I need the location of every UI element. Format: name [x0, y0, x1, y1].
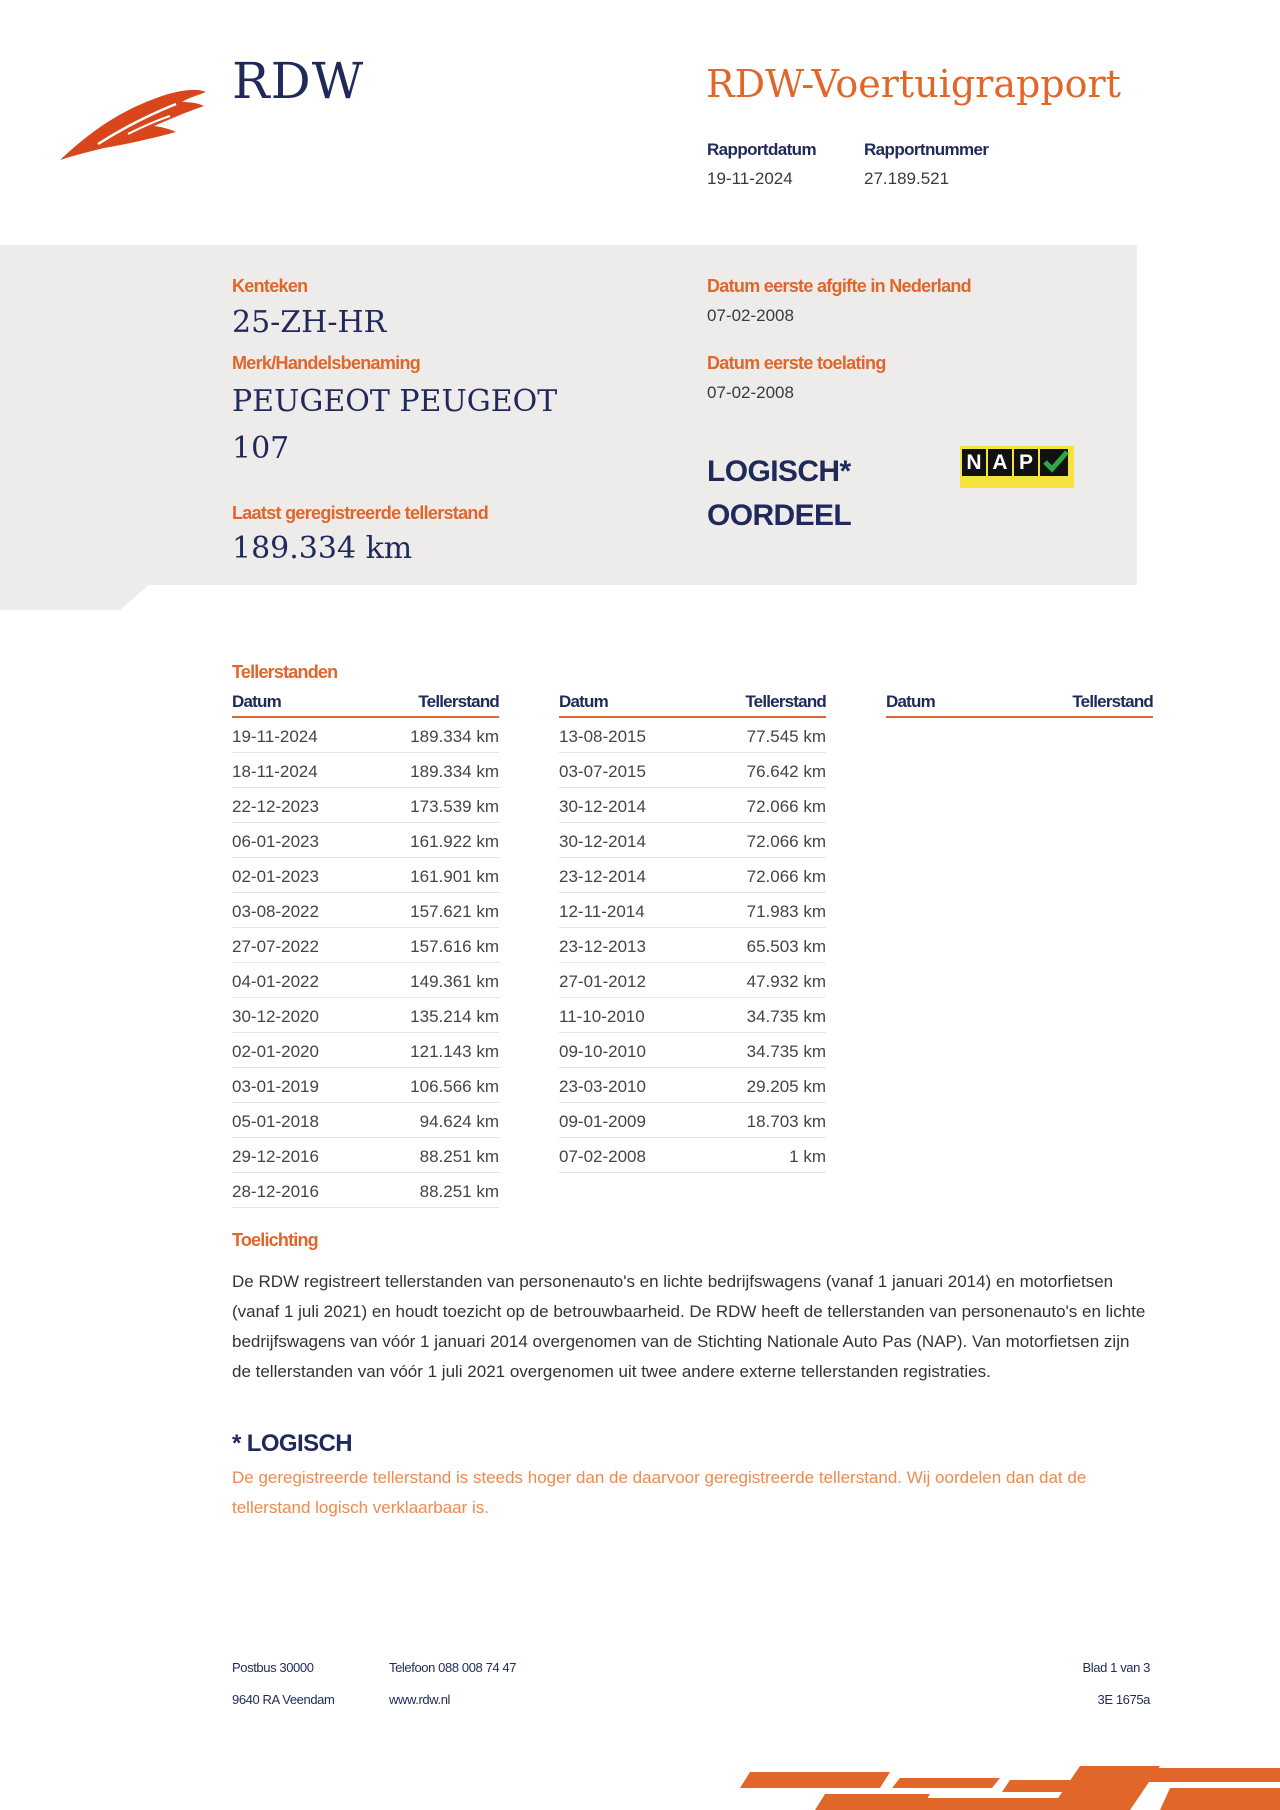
table-row	[232, 1103, 499, 1138]
row-value: 65.503 km	[746, 937, 826, 956]
header-date: Datum	[232, 692, 281, 711]
row-value: 121.143 km	[410, 1042, 499, 1061]
table-row	[232, 858, 499, 893]
footer-address: 9640 RA Veendam	[232, 1692, 335, 1707]
row-date: 09-01-2009	[559, 1112, 646, 1131]
footer-stripes-icon	[730, 1758, 1280, 1810]
header-value: Tellerstand	[1072, 692, 1153, 711]
row-date: 03-07-2015	[559, 762, 646, 781]
odometer-header	[886, 690, 1153, 718]
row-date: 09-10-2010	[559, 1042, 646, 1061]
footer-web[interactable]: www.rdw.nl	[389, 1692, 451, 1707]
verdict-line1: LOGISCH*	[707, 455, 851, 488]
row-date: 03-08-2022	[232, 902, 319, 921]
row-date: 13-08-2015	[559, 727, 646, 746]
row-value: 18.703 km	[746, 1112, 826, 1131]
row-date: 12-11-2014	[559, 902, 645, 921]
toelating-value: 07-02-2008	[707, 383, 794, 402]
table-row	[232, 998, 499, 1033]
merk-value-line2: 107	[232, 431, 290, 466]
nap-letter-a: A	[988, 449, 1012, 476]
vehicle-panel-tail	[0, 584, 150, 610]
table-row	[559, 1103, 826, 1138]
row-value: 161.922 km	[410, 832, 499, 851]
row-date: 30-12-2020	[232, 1007, 319, 1026]
row-value: 88.251 km	[419, 1147, 499, 1166]
row-value: 72.066 km	[746, 797, 826, 816]
verdict-line2: OORDEEL	[707, 499, 852, 532]
table-row	[232, 788, 499, 823]
row-date: 30-12-2014	[559, 797, 646, 816]
row-value: 157.616 km	[410, 937, 499, 956]
table-row	[559, 753, 826, 788]
row-date: 29-12-2016	[232, 1147, 319, 1166]
table-row	[232, 1068, 499, 1103]
rdw-logo-icon	[58, 82, 208, 162]
row-value: 135.214 km	[410, 1007, 499, 1026]
table-row	[559, 1033, 826, 1068]
footer-page: Blad 1 van 3	[1082, 1660, 1150, 1675]
afgifte-label: Datum eerste afgifte in Nederland	[707, 276, 971, 296]
row-value: 189.334 km	[410, 727, 499, 746]
row-value: 29.205 km	[746, 1077, 826, 1096]
report-title: RDW-Voertuigrapport	[706, 62, 1121, 106]
footer-code: 3E 1675a	[1097, 1692, 1150, 1707]
row-value: 77.545 km	[746, 727, 826, 746]
row-date: 05-01-2018	[232, 1112, 319, 1131]
table-row	[232, 823, 499, 858]
table-row	[232, 1173, 499, 1208]
row-value: 1 km	[789, 1147, 826, 1166]
row-value: 161.901 km	[410, 867, 499, 886]
row-date: 23-12-2013	[559, 937, 646, 956]
row-date: 18-11-2024	[232, 762, 318, 781]
table-row	[559, 858, 826, 893]
table-row	[559, 893, 826, 928]
footer-phone: Telefoon 088 008 74 47	[389, 1660, 517, 1675]
table-row	[559, 928, 826, 963]
row-date: 03-01-2019	[232, 1077, 319, 1096]
afgifte-value: 07-02-2008	[707, 306, 794, 325]
table-row	[559, 823, 826, 858]
row-value: 72.066 km	[746, 832, 826, 851]
nap-letter-n: N	[962, 449, 986, 476]
table-row	[559, 788, 826, 823]
row-date: 02-01-2023	[232, 867, 319, 886]
table-row	[559, 998, 826, 1033]
row-value: 88.251 km	[419, 1182, 499, 1201]
odometer-title: Tellerstanden	[232, 662, 338, 682]
report-number-label: Rapportnummer	[864, 140, 989, 159]
row-value: 76.642 km	[746, 762, 826, 781]
row-value: 189.334 km	[410, 762, 499, 781]
row-date: 06-01-2023	[232, 832, 319, 851]
kenteken-label: Kenteken	[232, 276, 308, 296]
logisch-title: * LOGISCH	[232, 1430, 352, 1457]
row-date: 23-03-2010	[559, 1077, 646, 1096]
odometer-rows-1	[232, 718, 499, 1208]
table-row	[559, 1138, 826, 1173]
kenteken-value: 25-ZH-HR	[232, 305, 387, 340]
header-date: Datum	[886, 692, 935, 711]
table-row	[232, 893, 499, 928]
row-value: 157.621 km	[410, 902, 499, 921]
odometer-column-2	[559, 690, 826, 1173]
odometer-column-1	[232, 690, 499, 1208]
table-row	[559, 963, 826, 998]
row-date: 28-12-2016	[232, 1182, 319, 1201]
row-value: 149.361 km	[410, 972, 499, 991]
row-value: 94.624 km	[419, 1112, 499, 1131]
table-row	[232, 1033, 499, 1068]
row-value: 47.932 km	[746, 972, 826, 991]
explanation-text: De RDW registreert tellerstanden van personenauto's en lichte bedrijfswagens (vanaf 1 januari 2014) en motorfietsen (vanaf 1 juli 2021) en houdt toezicht op de betrouwbaarheid. De RDW heeft de tellerstanden van personenauto's en lichte bedrijfswagens van vóór 1 januari 2014 overgenomen van de Stichting Nationale Auto Pas (NAP). Van motorfietsen zijn de tellerstanden van vóór 1 juli 2021 overgenomen uit twee andere externe tellerstanden registraties.	[232, 1272, 1146, 1381]
table-row	[559, 1068, 826, 1103]
verdict	[707, 450, 851, 538]
footer-postbus: Postbus 30000	[232, 1660, 314, 1675]
odometer-rows-2	[559, 718, 826, 1173]
table-row	[232, 963, 499, 998]
table-row	[232, 1138, 499, 1173]
merk-value-line1: PEUGEOT PEUGEOT	[232, 384, 558, 419]
table-row	[232, 753, 499, 788]
row-value: 34.735 km	[746, 1042, 826, 1061]
header-date: Datum	[559, 692, 608, 711]
table-row	[559, 718, 826, 753]
row-date: 02-01-2020	[232, 1042, 319, 1061]
row-value: 71.983 km	[746, 902, 826, 921]
table-row	[232, 718, 499, 753]
report-date-value: 19-11-2024	[707, 169, 793, 188]
km-label: Laatst geregistreerde tellerstand	[232, 503, 489, 523]
row-value: 173.539 km	[410, 797, 499, 816]
row-value: 34.735 km	[746, 1007, 826, 1026]
odometer-header	[559, 690, 826, 718]
row-date: 11-10-2010	[559, 1007, 645, 1026]
table-row	[232, 928, 499, 963]
report-date-label: Rapportdatum	[707, 140, 816, 159]
odometer-column-3	[886, 690, 1153, 718]
row-date: 27-01-2012	[559, 972, 646, 991]
report-number-value: 27.189.521	[864, 169, 950, 188]
nap-letter-p: P	[1014, 449, 1038, 476]
km-value: 189.334 km	[232, 531, 413, 566]
checkmark-icon	[1040, 447, 1070, 477]
row-date: 27-07-2022	[232, 937, 319, 956]
toelating-label: Datum eerste toelating	[707, 353, 886, 373]
logisch-text: De geregistreerde tellerstand is steeds hoger dan de daarvoor geregistreerde tellerstand. Wij oordelen dan dat de tellerstand logisch verklaarbaar is.	[232, 1468, 1087, 1517]
explanation-title: Toelichting	[232, 1230, 318, 1250]
nap-badge	[960, 446, 1074, 488]
row-value: 106.566 km	[410, 1077, 499, 1096]
header-value: Tellerstand	[745, 692, 826, 711]
row-date: 19-11-2024	[232, 727, 318, 746]
row-date: 04-01-2022	[232, 972, 319, 991]
merk-label: Merk/Handelsbenaming	[232, 353, 421, 373]
row-value: 72.066 km	[746, 867, 826, 886]
odometer-header	[232, 690, 499, 718]
row-date: 23-12-2014	[559, 867, 646, 886]
header-value: Tellerstand	[418, 692, 499, 711]
logo-text: RDW	[232, 52, 365, 110]
row-date: 30-12-2014	[559, 832, 646, 851]
row-date: 07-02-2008	[559, 1147, 646, 1166]
row-date: 22-12-2023	[232, 797, 319, 816]
